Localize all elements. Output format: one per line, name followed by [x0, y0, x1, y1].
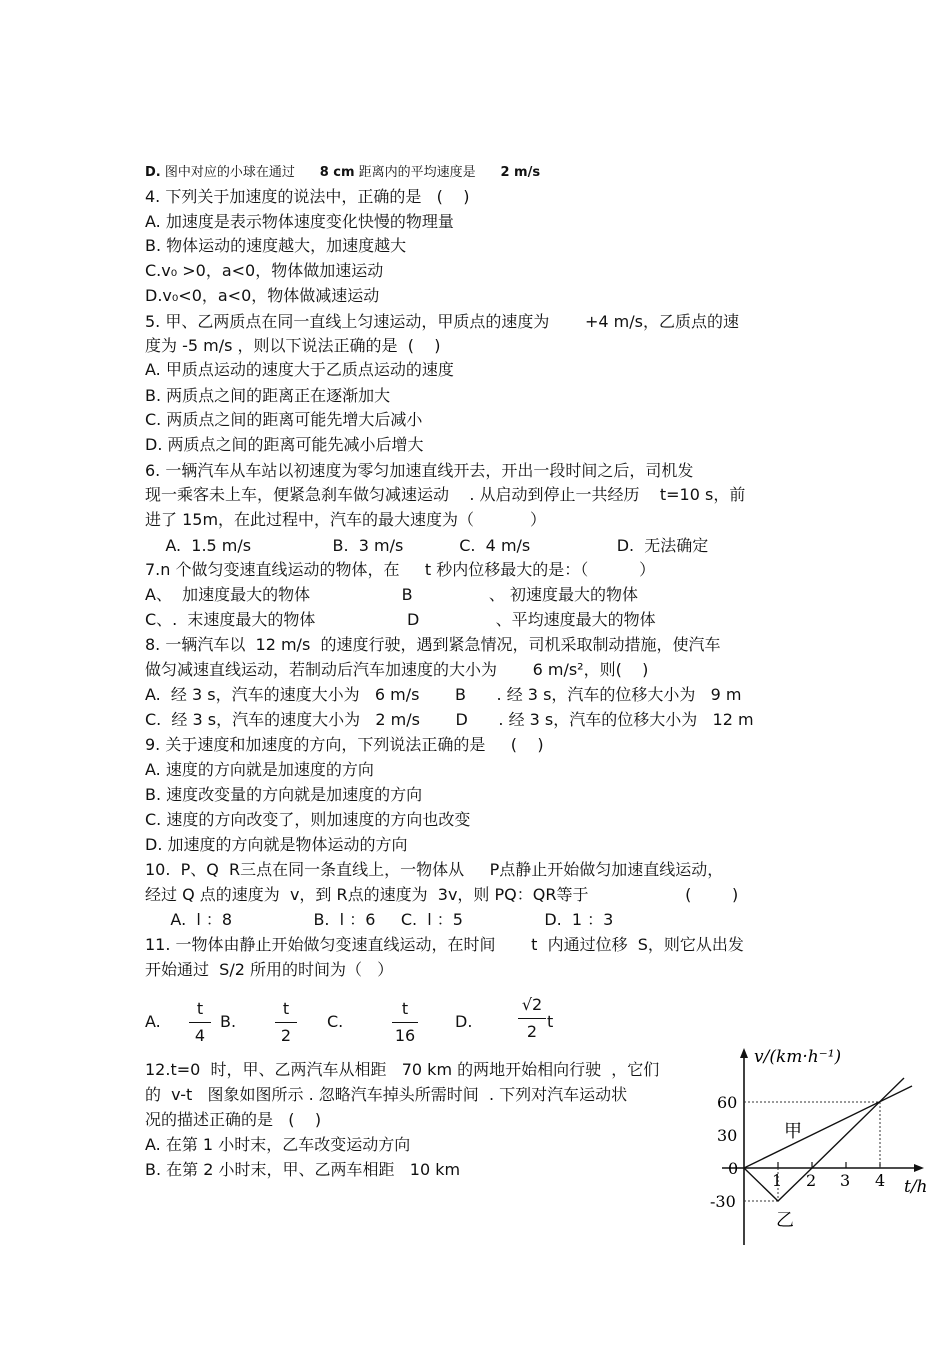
line-q4-a: A. 加速度是表示物体速度变化快慢的物理量: [145, 212, 454, 231]
line-q4-c: C.v₀ >0，a<0，物体做加速运动: [145, 261, 384, 280]
graph-label-jia: 甲: [784, 1121, 802, 1142]
fraction-a-bar: [189, 1022, 211, 1023]
line-q12-cont1: 的 v-t 图象如图所示 . 忽略汽车掉头所需时间 . 下列对汽车运动状: [145, 1085, 628, 1104]
graph-xtick-4: 4: [875, 1171, 886, 1190]
line-q8-cont: 做匀减速直线运动，若制动后汽车加速度的大小为 6 m/s²，则( ): [145, 660, 649, 679]
line-q4: 4. 下列关于加速度的说法中，正确的是 ( ): [145, 187, 470, 206]
line-q9-c: C. 速度的方向改变了，则加速度的方向也改变: [145, 810, 471, 829]
graph-line-jia: [744, 1086, 912, 1168]
line-q12-b: B. 在第 2 小时末，甲、乙两车相距 10 km: [145, 1160, 461, 1179]
line-q5-d: D. 两质点之间的距离可能先减小后增大: [145, 435, 424, 454]
line-q7-cd: C、. 末速度最大的物体 D 、平均速度最大的物体: [145, 610, 656, 629]
line-q6-cont2: 进了 15m，在此过程中，汽车的最大速度为（ ）: [145, 510, 546, 529]
line-q12-a: A. 在第 1 小时末，乙车改变运动方向: [145, 1135, 411, 1154]
fraction-a-num: t: [196, 999, 204, 1018]
line-q7-ab: A、 加速度最大的物体 B 、 初速度最大的物体: [145, 585, 639, 604]
line-q9-b: B. 速度改变量的方向就是加速度的方向: [145, 785, 423, 804]
fraction-b-bar: [275, 1022, 297, 1023]
fraction-d-bar: [518, 1018, 546, 1019]
graph-xtick-1: 1: [772, 1171, 783, 1190]
graph-ytick-60: 60: [717, 1093, 738, 1112]
graph-label-yi: 乙: [776, 1210, 794, 1231]
line-d-option: D. 图中对应的小球在通过 8 cm 距离内的平均速度是 2 m/s: [145, 165, 541, 180]
line-q6-cont1: 现一乘客未上车，便紧急刹车做匀减速运动 . 从启动到停止一共经历 t=10 s，前: [145, 485, 746, 504]
line-q5-c: C. 两质点之间的距离可能先增大后减小: [145, 410, 423, 429]
line-q8-cd: C. 经 3 s，汽车的速度大小为 2 m/s D . 经 3 s，汽车的位移大小为 12 m: [145, 710, 754, 729]
fraction-b: [275, 998, 297, 1047]
fraction-a: [189, 998, 211, 1047]
graph-ytick-30: 30: [717, 1126, 738, 1145]
line-q11: 11. 一物体由静止开始做匀变速直线运动，在时间 t 内通过位移 S，则它从出发: [145, 935, 744, 954]
line-q4-b: B. 物体运动的速度越大，加速度越大: [145, 236, 407, 255]
option-a-label: A.: [145, 1012, 161, 1031]
line-q12: 12.t=0 时，甲、乙两汽车从相距 70 km 的两地开始相向行驶 ，它们: [145, 1060, 660, 1079]
line-q5-b: B. 两质点之间的距离正在逐渐加大: [145, 386, 391, 405]
fraction-c: [392, 998, 418, 1047]
graph-y-label: v/(km·h⁻¹): [754, 1047, 842, 1067]
line-q6-options: A. 1.5 m/s B. 3 m/s C. 4 m/s D. 无法确定: [145, 536, 709, 555]
line-q9-a: A. 速度的方向就是加速度的方向: [145, 760, 374, 779]
graph-xtick-2: 2: [806, 1171, 817, 1190]
fraction-c-den: 16: [394, 1026, 416, 1045]
fraction-d-suffix: t: [547, 1012, 554, 1031]
line-q8: 8. 一辆汽车以 12 m/s 的速度行驶，遇到紧急情况，司机采取制动措施，使汽车: [145, 635, 721, 654]
fraction-d-den: 2: [526, 1022, 538, 1041]
line-q11-cont: 开始通过 S/2 所用的时间为（ ）: [145, 960, 394, 979]
fraction-d: [518, 994, 546, 1043]
line-q9: 9. 关于速度和加速度的方向，下列说法正确的是 ( ): [145, 735, 544, 754]
line-q10-cont: 经过 Q 点的速度为 v，到 R点的速度为 3v，则 PQ：QR等于 ( ): [145, 885, 739, 904]
option-d-label: D.: [455, 1012, 473, 1031]
graph-x-label: t/h: [904, 1177, 928, 1197]
fraction-d-num: √2: [521, 995, 543, 1014]
fraction-b-num: t: [282, 999, 290, 1018]
line-q9-d: D. 加速度的方向就是物体运动的方向: [145, 835, 408, 854]
fraction-c-num: t: [401, 999, 409, 1018]
fraction-b-den: 2: [280, 1026, 292, 1045]
graph-ytick-neg30: -30: [710, 1192, 736, 1211]
line-q10: 10. P、Q R三点在同一条直线上，一物体从 P点静止开始做匀加速直线运动，: [145, 860, 724, 879]
line-q10-options: A. l ：8 B. l ：6 C. l ：5 D. 1 ：3: [145, 910, 614, 929]
line-q6: 6. 一辆汽车从车站以初速度为零匀加速直线开去，开出一段时间之后，司机发: [145, 461, 694, 480]
line-q7: 7.n 个做匀变速直线运动的物体，在 t 秒内位移最大的是：（ ）: [145, 560, 656, 579]
line-q5-a: A. 甲质点运动的速度大于乙质点运动的速度: [145, 360, 454, 379]
line-q4-d: D.v₀<0，a<0，物体做减速运动: [145, 286, 380, 305]
line-q5-cont: 度为 -5 m/s ，则以下说法正确的是 ( ): [145, 336, 441, 355]
graph-ytick-0: 0: [728, 1159, 739, 1178]
graph-x-arrow: [914, 1164, 924, 1172]
line-q8-ab: A. 经 3 s，汽车的速度大小为 6 m/s B . 经 3 s，汽车的位移大小为 9 m: [145, 685, 742, 704]
line-q12-cont2: 况的描述正确的是 ( ): [145, 1110, 322, 1129]
option-c-label: C.: [327, 1012, 344, 1031]
graph-xtick-3: 3: [840, 1171, 851, 1190]
fraction-a-den: 4: [194, 1026, 206, 1045]
line-q5: 5. 甲、乙两质点在同一直线上匀速运动，甲质点的速度为 +4 m/s，乙质点的速: [145, 312, 739, 331]
fraction-c-bar: [392, 1022, 418, 1023]
graph-y-arrow: [740, 1048, 748, 1058]
vt-graph: [700, 1040, 940, 1250]
option-b-label: B.: [220, 1012, 237, 1031]
